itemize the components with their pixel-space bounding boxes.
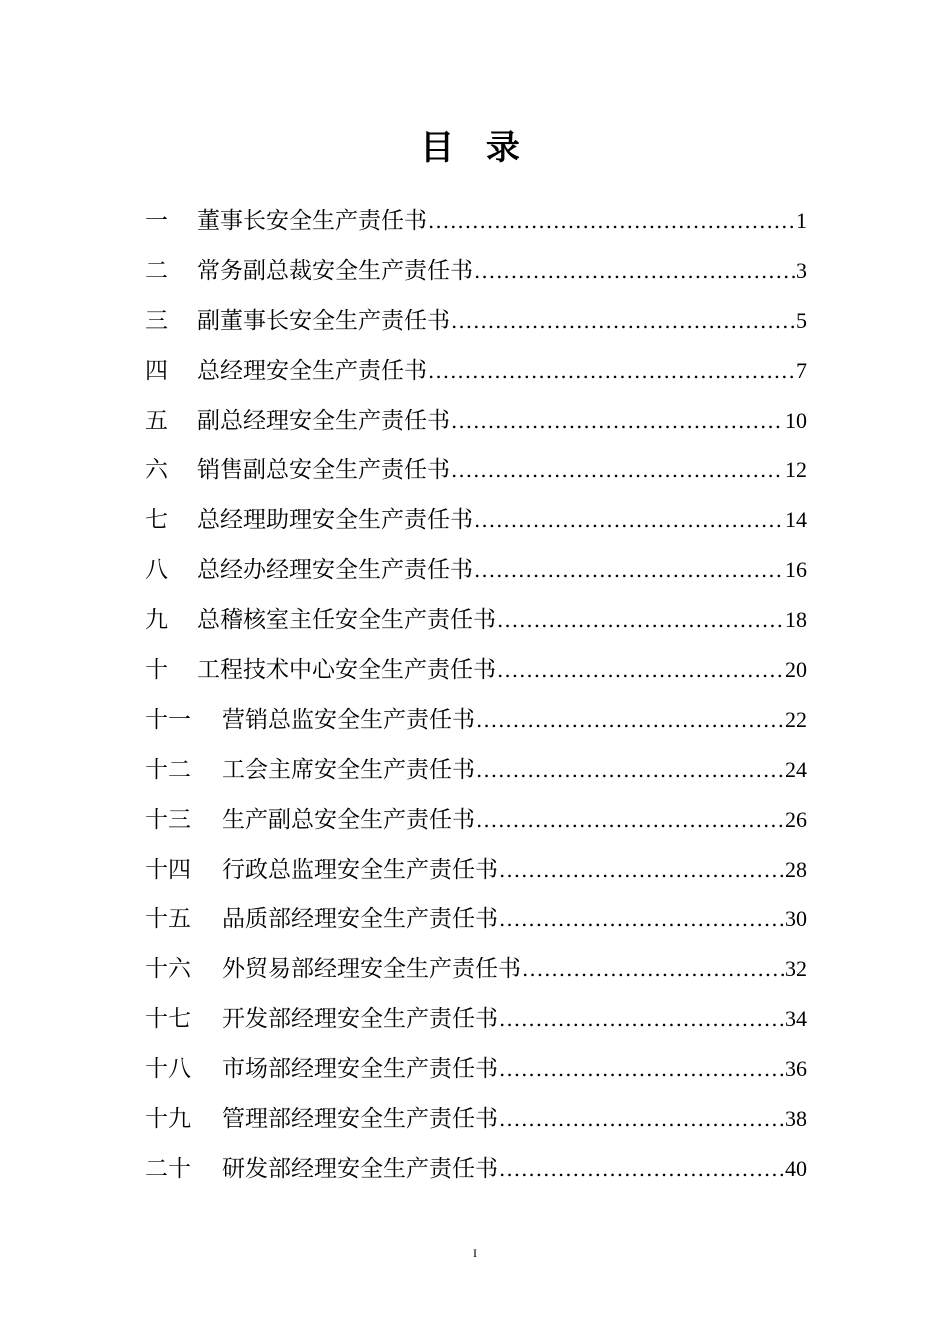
toc-dot-leader [451, 397, 784, 446]
toc-entry-title: 工程技术中心安全生产责任书 [197, 657, 496, 684]
toc-entry-number: 十九 [145, 1106, 191, 1133]
toc-entry-number: 十三 [145, 806, 191, 833]
toc-entry-page: 3 [796, 257, 807, 283]
toc-entry-number: 二 [145, 257, 168, 284]
toc-dot-leader [474, 496, 784, 545]
toc-dot-leader [499, 1095, 784, 1144]
toc-entry-page: 24 [785, 756, 807, 782]
toc-entry-title: 总经理安全生产责任书 [197, 357, 427, 384]
toc-entry-number: 十六 [145, 956, 191, 983]
toc-entry[interactable] [145, 296, 807, 346]
toc-entry-title: 常务副总裁安全生产责任书 [197, 257, 473, 284]
toc-entry[interactable] [145, 495, 807, 545]
toc-entry[interactable] [145, 396, 807, 446]
toc-dot-leader [499, 846, 784, 895]
toc-entry-title: 工会主席安全生产责任书 [222, 756, 475, 783]
toc-entry-title: 总经理助理安全生产责任书 [197, 507, 473, 534]
toc-entry-number: 十 [145, 657, 168, 684]
toc-entry-page: 7 [796, 357, 807, 383]
toc-dot-leader [476, 696, 784, 745]
toc-entry-page: 12 [785, 457, 807, 483]
toc-dot-leader [476, 796, 784, 845]
toc-entry-title: 行政总监理安全生产责任书 [222, 856, 498, 883]
toc-entry-number: 十一 [145, 706, 191, 733]
toc-entry-title: 生产副总安全生产责任书 [222, 806, 475, 833]
toc-dot-leader [497, 646, 784, 695]
toc-entry-title: 副董事长安全生产责任书 [197, 307, 450, 334]
toc-entry-page: 5 [796, 307, 807, 333]
toc-entry-title: 总稽核室主任安全生产责任书 [197, 607, 496, 634]
toc-entry-title: 开发部经理安全生产责任书 [222, 1006, 498, 1033]
toc-entry-title: 外贸易部经理安全生产责任书 [222, 956, 521, 983]
toc-entry-title: 营销总监安全生产责任书 [222, 706, 475, 733]
toc-entry-number: 十四 [145, 856, 191, 883]
toc-entry-number: 五 [145, 407, 168, 434]
toc-entry-number: 九 [145, 607, 168, 634]
toc-entry[interactable] [145, 944, 807, 994]
toc-entry-page: 26 [785, 806, 807, 832]
toc-dot-leader [499, 895, 784, 944]
toc-dot-leader [476, 746, 784, 795]
toc-entry-page: 32 [785, 956, 807, 982]
toc-entry-title: 市场部经理安全生产责任书 [222, 1056, 498, 1083]
toc-dot-leader [451, 446, 784, 495]
toc-entry-number: 八 [145, 557, 168, 584]
toc-entry-number: 十五 [145, 906, 191, 933]
toc-entry-number: 十七 [145, 1006, 191, 1033]
toc-entry-number: 二十 [145, 1155, 191, 1182]
toc-dot-leader [428, 197, 795, 246]
toc-entry-page: 1 [796, 208, 807, 233]
toc-entry[interactable] [145, 196, 807, 246]
toc-entry-number: 一 [145, 208, 168, 234]
toc-entry[interactable] [145, 1094, 807, 1144]
toc-entry-title: 销售副总安全生产责任书 [197, 457, 450, 484]
toc-dot-leader [499, 1045, 784, 1094]
toc-entry[interactable] [145, 346, 807, 396]
toc-entry-page: 14 [785, 507, 807, 533]
toc-entry[interactable] [145, 1044, 807, 1094]
toc-entry[interactable] [145, 845, 807, 895]
toc-entry-number: 三 [145, 307, 168, 334]
toc-entry-title: 品质部经理安全生产责任书 [222, 906, 498, 933]
toc-entry-page: 38 [785, 1106, 807, 1132]
toc-entry-page: 40 [785, 1155, 807, 1181]
toc-entry-page: 30 [785, 906, 807, 932]
toc-entry-page: 36 [785, 1056, 807, 1082]
toc-dot-leader [497, 596, 784, 645]
toc-entry-number: 十二 [145, 756, 191, 783]
toc-dot-leader [474, 247, 795, 296]
toc-entry-page: 34 [785, 1006, 807, 1032]
toc-dot-leader [474, 546, 784, 595]
toc-dot-leader [499, 995, 784, 1044]
page-number-footer: I [473, 1246, 477, 1260]
toc-entry-number: 四 [145, 357, 168, 384]
toc-entry[interactable] [145, 545, 807, 595]
toc-entry-page: 22 [785, 706, 807, 732]
toc-entry[interactable] [145, 894, 807, 944]
page-title: 目 录 [420, 128, 530, 168]
toc-dot-leader [499, 1145, 784, 1194]
toc-entry-page: 28 [785, 856, 807, 882]
toc-entry[interactable] [145, 695, 807, 745]
toc-entry[interactable] [145, 645, 807, 695]
toc-entry-title: 管理部经理安全生产责任书 [222, 1106, 498, 1133]
toc-entry[interactable] [145, 795, 807, 845]
toc-entry-page: 18 [785, 607, 807, 633]
toc-entry[interactable] [145, 595, 807, 645]
toc-entry-page: 16 [785, 557, 807, 583]
toc-entry-title: 副总经理安全生产责任书 [197, 407, 450, 434]
toc-entry-number: 七 [145, 507, 168, 534]
toc-entry[interactable] [145, 246, 807, 296]
toc-entry[interactable] [145, 745, 807, 795]
toc-entry-number: 六 [145, 457, 168, 484]
toc-dot-leader [428, 347, 795, 396]
toc-entry[interactable] [145, 994, 807, 1044]
toc-dot-leader [451, 297, 795, 346]
toc-entry-number: 十八 [145, 1056, 191, 1083]
toc-entry-page: 10 [785, 407, 807, 433]
toc-entry[interactable] [145, 1144, 807, 1194]
toc-entry-title: 研发部经理安全生产责任书 [222, 1155, 498, 1182]
toc-entry[interactable] [145, 445, 807, 495]
toc-entry-title: 总经办经理安全生产责任书 [197, 557, 473, 584]
toc-entry-title: 董事长安全生产责任书 [197, 208, 427, 234]
toc-dot-leader [522, 945, 784, 994]
table-of-contents [145, 196, 807, 1194]
toc-entry-page: 20 [785, 657, 807, 683]
